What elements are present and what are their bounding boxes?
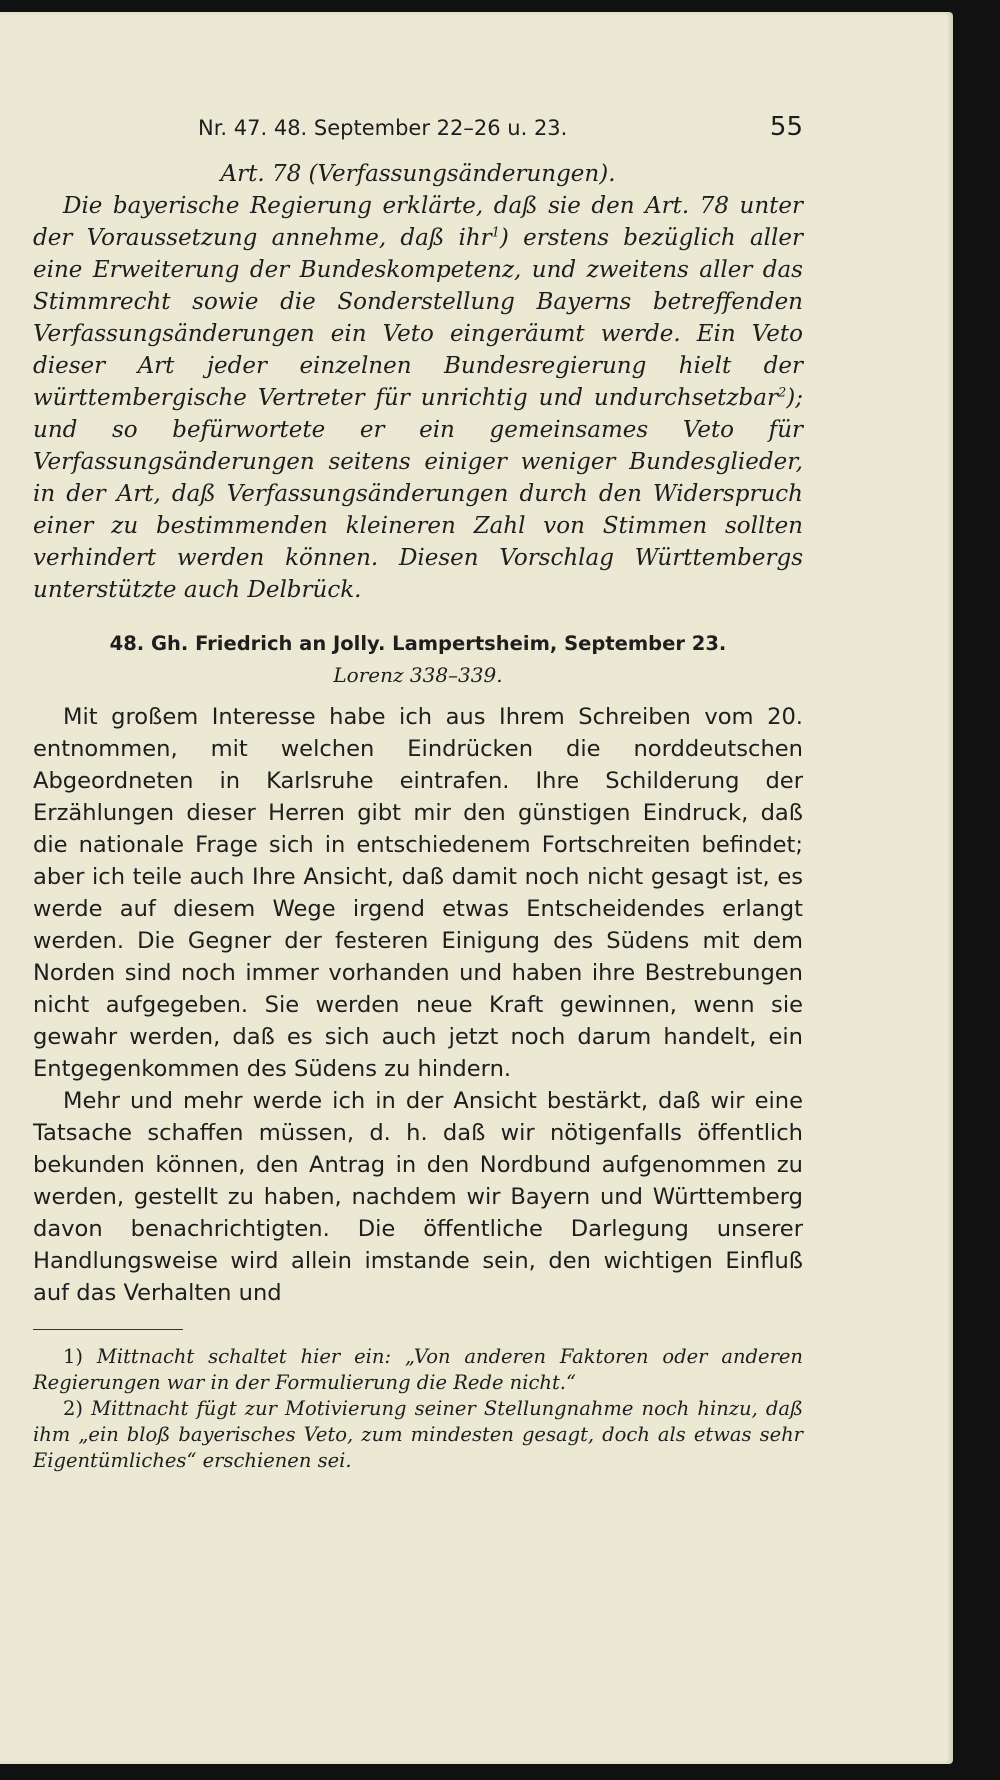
article-text-part2: ) erstens bezüglich aller eine Erweiterung der Bundeskompetenz, und zweitens aller das Stimmrecht sowie die Sonderstellung Bayerns betreffenden Verfassungsänderungen ein Veto eingeräumt werde. Ein Veto dieser Art jeder einzelnen Bundesregierung hielt der württembergische Vertreter für unrichtig und undurchsetzbar [33,225,803,411]
article-heading: Art. 78 (Verfassungsänderungen). [220,161,616,187]
footnote-text: Mittnacht schaltet hier ein: „Von anderen Faktoren oder anderen Regierungen war in der Formulierung die Rede nicht.“ [33,1345,803,1394]
article-text-part3: ); und so befürwortete er ein gemeinsames Veto für Verfassungsänderungen seitens einiger weniger Bundesglieder, in der Art, daß Verfassungsänderungen durch den Widerspruch einer zu bestimmenden kleineren Zahl von Stimmen sollten verhindert werden können. Diesen Vorschlag Württembergs unterstützte auch Delbrück. [33,385,803,603]
letter-body [33,701,803,1309]
footnote-text: Mittnacht fügt zur Motivierung seiner Stellungnahme noch hinzu, daß ihm „ein bloß bayerisches Veto, zum mindesten gesagt, doch als etwas sehr Eigentümliches“ erschienen sei. [33,1397,803,1472]
running-header [33,102,803,146]
page-number: 55 [769,112,803,142]
running-header-title: Nr. 47. 48. September 22–26 u. 23. [198,116,568,140]
letter-paragraph: Mit großem Interesse habe ich aus Ihrem Schreiben vom 20. entnommen, mit welchen Eindrücken die norddeutschen Abgeordneten in Karlsruhe eintrafen. Ihre Schilderung der Erzählungen dieser Herren gibt mir den günstigen Eindruck, daß die nationale Frage sich in entschiedenem Fortschreiten befindet; aber ich teile auch Ihre Ansicht, daß damit noch nicht gesagt ist, es werde auf diesem Wege irgend etwas Entscheidendes erlangt werden. Die Gegner der festeren Einigung des Südens mit dem Norden sind noch immer vorhanden und haben ihre Bestrebungen nicht aufgegeben. Sie werden neue Kraft gewinnen, wenn sie gewahr werden, daß es sich auch jetzt noch darum handelt, ein Entgegenkommen des Südens zu hindern. [33,704,803,1082]
footnotes [33,1344,803,1474]
document-heading: 48. Gh. Friedrich an Jolly. Lampertsheim, September 23. [109,632,727,655]
footnote-ref-1[interactable]: 1 [491,225,500,241]
footnote-number: 2) [63,1397,84,1420]
page-content [33,102,803,1474]
book-page [0,12,953,1764]
footnote-number: 1) [63,1345,84,1368]
letter-paragraph: Mehr und mehr werde ich in der Ansicht bestärkt, daß wir eine Tatsache schaffen müssen, d. h. daß wir nötigenfalls öffentlich bekunden können, den Antrag in den Nordbund aufgenommen zu werden, gestellt zu haben, nachdem wir Bayern und Württemberg davon benachrichtigten. Die öffentliche Darlegung unserer Handlungsweise wird allein imstande sein, den wichtigen Einfluß auf das Verhalten und [33,1088,803,1306]
footnote-ref-2[interactable]: 2 [777,385,787,401]
document-source: Lorenz 338–339. [333,663,503,687]
article-text-part1: Die bayerische Regierung erklärte, daß sie den Art. 78 unter der Voraussetzung annehme, daß ihr [33,193,803,251]
footnote-divider [33,1329,183,1330]
article-paragraph [33,190,803,606]
footnote-1 [33,1344,803,1396]
footnote-2 [33,1396,803,1474]
article-section [33,158,803,606]
